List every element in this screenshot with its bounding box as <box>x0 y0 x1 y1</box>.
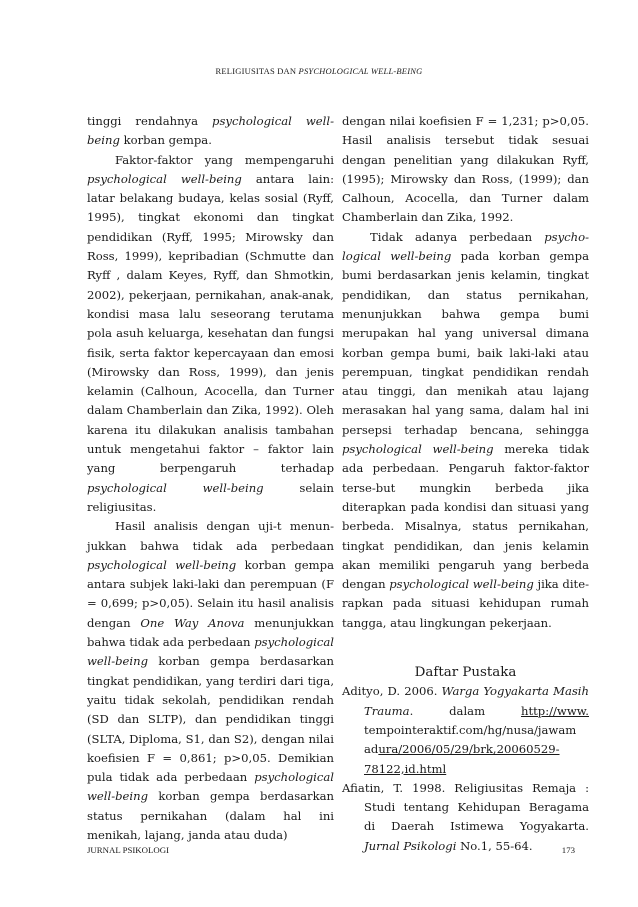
text-span: tempointeraktif.com/hg/nusa/jawam ad <box>364 722 577 757</box>
left-column <box>87 112 334 845</box>
left-paragraph-3 <box>87 517 334 845</box>
text-span: tinggi rendahnya <box>87 114 213 128</box>
text-span: korban gempa berdasarkan status pernikahan (dalam hal ini menikah, lajang, janda atau duda) <box>87 789 334 842</box>
right-paragraph-2 <box>342 228 589 633</box>
text-span: No.1, 55-64. <box>456 838 533 853</box>
text-span: korban gempa. <box>119 133 212 148</box>
text-span: pada korban gempa bumi berdasarkan jenis kelamin, tingkat pendidikan, dan status pernikahan, menunjukkan bahwa gempa bumi merupakan hal yang universal dimana korban gempa bumi, baik laki-laki atau perempuan, tingkat pendidikan rendah atau tinggi, dan menikah atau lajang merasakan hal yang sama, dalam hal ini persepsi terhadap bencana, sehingga <box>342 249 589 437</box>
text-span: Tidak adanya perbedaan <box>370 229 545 244</box>
footer-journal: JURNAL PSIKOLOGI <box>87 845 170 855</box>
left-paragraph-2 <box>87 151 334 518</box>
reference-link[interactable]: http://www. <box>520 703 589 718</box>
text-span: korban gempa antara subjek laki-laki dan perempuan (F = 0,699; p>0,05). Selain itu hasil analisis dengan <box>87 557 334 630</box>
italic-span: psychological well-being <box>87 635 334 669</box>
text-span: korban gempa berdasarkan tingkat pendidikan, yang terdiri dari tiga, yaitu tidak sekolah, pendidikan rendah (SD dan SLTP), dan pendidikan tinggi (SLTA, Diploma, S1, dan S2), dengan nilai koefisien F = 0,861; p>0,05. Demikian pula tidak ada perbedaan <box>87 654 334 785</box>
text-span: Afiatin, T. 1998. Religiusitas Remaja : Studi tentang Kehidupan Beragama di Daerah Istimewa Yogyakarta. <box>342 780 589 834</box>
reference-link-continued[interactable]: ura/2006/05/29/brk,20060529-78122,id.html <box>364 742 560 776</box>
italic-span: psychological well-being <box>389 577 534 592</box>
page-number: 173 <box>561 845 575 855</box>
running-head <box>0 66 638 76</box>
running-head-text: RELIGIUSITAS DAN <box>215 66 299 76</box>
italic-span: Jurnal Psikologi <box>364 838 457 853</box>
italic-span: psychological well-being <box>342 442 494 457</box>
reference-item <box>342 779 589 856</box>
italic-span: psychological well-being <box>87 171 242 186</box>
italic-span: psychological well-being <box>87 770 334 804</box>
reference-item <box>342 682 589 778</box>
italic-span: One Way Anova <box>140 615 245 630</box>
italic-span: psychological well-being <box>87 557 237 572</box>
text-span: selain religiusitas. <box>87 480 334 514</box>
text-span: Adityo, D. 2006. <box>342 684 442 699</box>
text-span: antara lain: latar belakang budaya, kelas sosial (Ryff, 1995), tingkat ekonomi dan tingkat pendidikan (Ryff, 1995; Mirowsky dan Ross, 1999), kepribadian (Schmutte dan Ryff , dalam Keyes, Ryff, dan Shmotkin, 2002), pekerjaan, pernikahan, anak-anak, kondisi masa lalu seseorang terutama pola asuh keluarga, kesehatan dan fungsi fisik, serta faktor kepercayaan dan emosi (Mirowsky dan Ross, 1999), dan jenis kelamin (Calhoun, Acocella, dan Turner dalam Chamberlain dan Zika, 1992). Oleh karena itu dilakukan analisis tambahan untuk mengetahui faktor – faktor lain yang berpengaruh terhadap <box>87 171 334 476</box>
text-span: mereka tidak ada perbedaan. Pengaruh faktor-faktor terse-but mungkin berbeda jika diterapkan pada kondisi dan situasi yang berbeda. Misalnya, status pernikahan, tingkat pendidikan, dan jenis kelamin akan memiliki pengaruh yang berbeda dengan <box>342 442 590 592</box>
text-span: . dalam <box>409 703 521 718</box>
section-title: Daftar Pustaka <box>414 665 517 681</box>
right-column <box>342 112 589 856</box>
italic-span: psycho-logical well-being <box>342 229 589 264</box>
italic-span: psychological well-being <box>87 114 334 148</box>
text-span: menunjukkan bahwa tidak ada perbedaan <box>87 615 334 650</box>
text-span: jika dite-rapkan pada situasi kehidupan rumah tangga, atau lingkungan pekerjaan. <box>342 577 589 630</box>
running-head-italic: PSYCHOLOGICAL WELL-BEING <box>298 66 423 76</box>
left-paragraph-1 <box>87 112 334 151</box>
italic-span: Warga Yogyakarta Masih Trauma <box>364 684 589 718</box>
section-spacer <box>342 633 589 663</box>
text-span: Faktor-faktor yang mempengaruhi <box>115 152 334 167</box>
right-paragraph-1: dengan nilai koefisien F = 1,231; p>0,05. Hasil analisis tersebut tidak sesuai dengan penelitian yang dilakukan Ryff, (1995); Mirowsky dan Ross, (1999); dan Calhoun, Acocella, dan Turner dalam Chamberlain dan Zika, 1992. <box>342 114 589 225</box>
italic-span: psychological well-being <box>87 480 264 495</box>
text-span: Hasil analisis dengan uji-t menun-jukkan bahwa tidak ada perbedaan <box>87 519 334 553</box>
